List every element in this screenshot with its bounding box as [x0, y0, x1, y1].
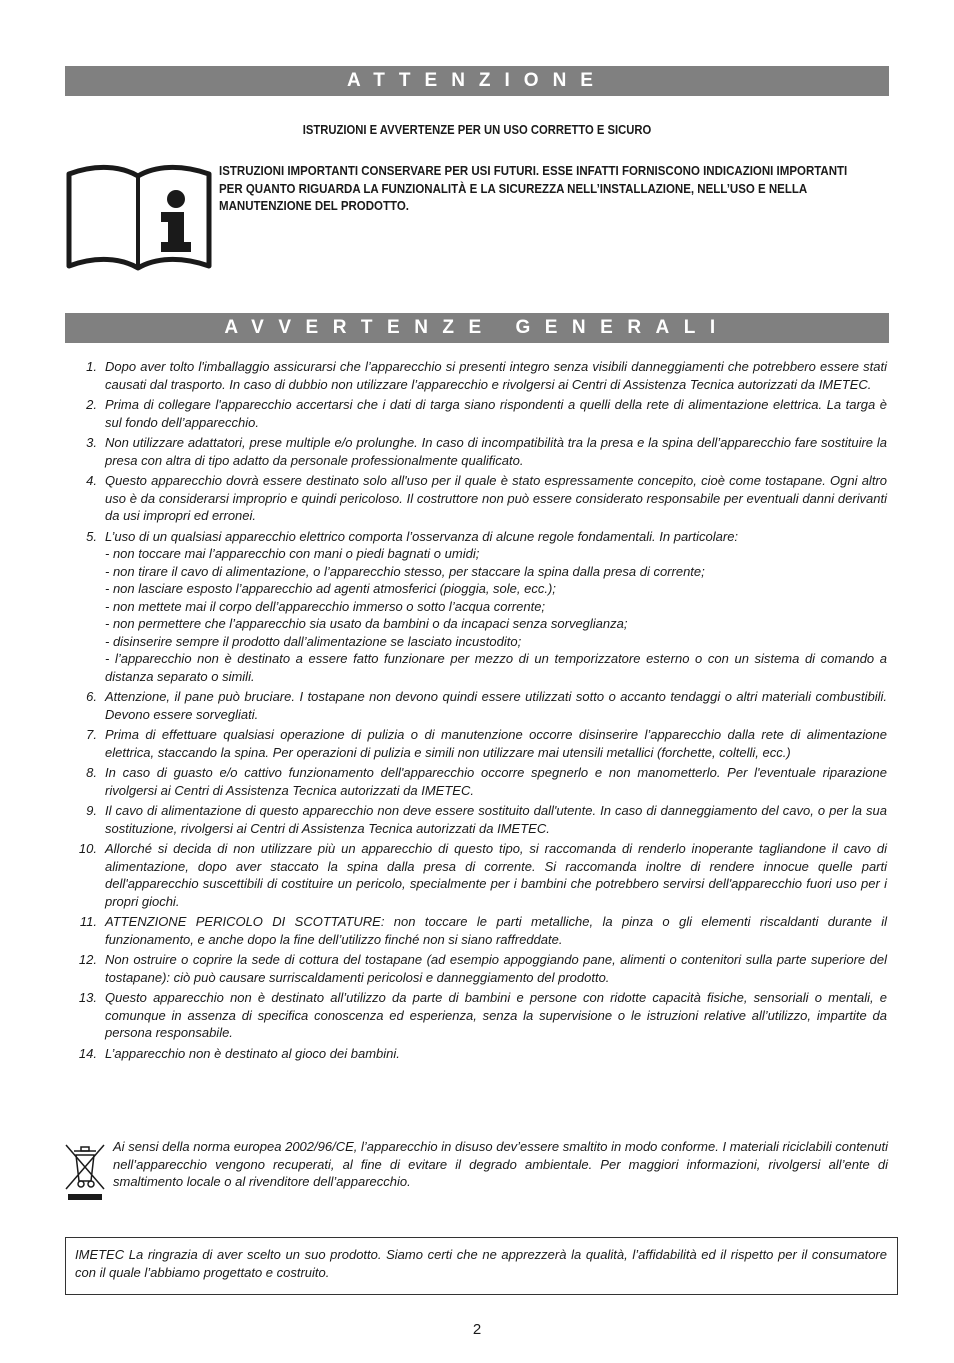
- warning-main-text: L’uso di un qualsiasi apparecchio elettrico comporta l’osservanza di alcune regole fondamentali. In particolare:: [105, 528, 739, 544]
- warning-number: 10.: [78, 841, 97, 856]
- warning-text: [105, 396, 887, 431]
- safety-subtitle: ISTRUZIONI E AVVERTENZE PER UN USO CORRETTO E SICURO: [302, 123, 652, 137]
- warning-number: 5.: [86, 528, 97, 544]
- warning-item: [75, 802, 887, 837]
- warning-main-text: Prima di collegare l'apparecchio accertarsi che i dati di targa siano rispondenti a quelli della rete di alimentazione elettrica. La targa è sul fondo dell’apparecchio.: [105, 397, 887, 430]
- warning-text: [105, 688, 887, 723]
- warning-number: 9.: [86, 803, 97, 818]
- warning-item: [75, 396, 887, 431]
- warning-item: [75, 989, 887, 1042]
- warning-main-text: Dopo aver tolto l'imballaggio assicurarsi che l’apparecchio si presenti integro senza visibili danneggiamenti che potrebbero essere stati causati dal trasporto. In caso di dubbio non utilizzare l’apparecchio e rivolgersi ai Centri di Assistenza Tecnica autorizzati da IMETEC.: [105, 359, 887, 392]
- warning-text: [105, 726, 887, 761]
- warning-number: 6.: [86, 689, 97, 704]
- warning-main-text: Questo apparecchio dovrà essere destinato solo all'uso per il quale è stato espressamente concepito, cioè come tostapane. Ogni altro uso è da considerarsi improprio e quindi pericoloso. Il costruttore non può essere considerato responsabile per eventuali danni derivanti da usi impropri ed erronei.: [105, 473, 887, 523]
- general-warnings-title: AVVERTENZE GENERALI: [224, 317, 730, 338]
- warning-text: [105, 434, 887, 469]
- warning-item: [75, 434, 887, 469]
- warning-main-text: L’apparecchio non è destinato al gioco dei bambini.: [105, 1045, 400, 1061]
- warning-main-text: Il cavo di alimentazione di questo apparecchio non deve essere sostituito dall'utente. In caso di danneggiamento del cavo, o per la sua sostituzione, rivolgersi ai Centri di Assistenza Tecnica autorizzati da IMETEC.: [105, 803, 887, 836]
- warning-number: 1.: [86, 359, 97, 374]
- warning-number: 11.: [79, 914, 97, 929]
- attenzione-title: ATTENZIONE: [347, 70, 607, 91]
- warning-item: [75, 951, 887, 986]
- warning-item: [75, 913, 887, 948]
- warning-text: [105, 951, 887, 986]
- disposal-notice: Ai sensi della norma europea 2002/96/CE, l’apparecchio in disuso dev’essere smaltito in modo conforme. I materiali riciclabili contenuti nell’apparecchio vengono recuperati, al fine di evitare il degrado ambientale. Per maggiori informazioni, rivolgersi all’ente di smaltimento locale o al rivenditore dell’apparecchio.: [113, 1139, 888, 1189]
- warning-number: 3.: [86, 435, 97, 450]
- warning-subitem: - non lasciare esposto l’apparecchio ad agenti atmosferici (pioggia, sole, ecc.);: [105, 581, 556, 596]
- warning-number: 13.: [78, 990, 97, 1005]
- warning-text: [105, 358, 887, 393]
- warning-text: [105, 989, 887, 1042]
- info-book-icon: [66, 160, 212, 272]
- warnings-list: [75, 358, 887, 1065]
- warning-number: 4.: [86, 473, 97, 488]
- warning-subitem: - non mettete mai il corpo dell’apparecchio immerso o sotto l’acqua corrente;: [105, 598, 546, 614]
- warning-item: [75, 358, 887, 393]
- warning-main-text: ATTENZIONE PERICOLO DI SCOTTATURE: non toccare le parti metalliche, la pinza o gli elementi riscaldanti durante il funzionamento, e anche dopo la fine dell’utilizzo finché non si siano raffreddate.: [105, 914, 887, 947]
- warning-text: [105, 802, 887, 837]
- important-instructions: ISTRUZIONI IMPORTANTI CONSERVARE PER USI FUTURI. ESSE INFATTI FORNISCONO INDICAZIONI IMPORTANTI PER QUANTO RIGUARDA LA FUNZIONALITÀ E LA SICUREZZA NELL’INSTALLAZIONE, NELL’USO E NELLA MANUTENZIONE DEL PRODOTTO.: [219, 164, 848, 213]
- warning-item: [75, 528, 887, 686]
- warning-number: 12.: [78, 952, 97, 967]
- warning-main-text: Questo apparecchio non è destinato all’utilizzo da parte di bambini e persone con ridotte capacità fisiche, sensoriali o mentali, e comunque in assenza di specifica conoscenza ed esperienza, senza la supervisione o le istruzioni relative all’utilizzo, impartite da persona responsabile.: [105, 990, 887, 1040]
- warning-subitem: - disinserire sempre il prodotto dall’alimentazione se lasciato incustodito;: [105, 633, 522, 649]
- warning-main-text: Attenzione, il pane può bruciare. I tostapane non devono quindi essere utilizzati sotto o accanto tendaggi o altri materiali combustibili. Devono essere sorvegliati.: [105, 689, 887, 722]
- crossed-bin-icon: [64, 1141, 106, 1201]
- warning-item: [75, 764, 887, 799]
- warning-number: 2.: [86, 397, 97, 412]
- warning-main-text: In caso di guasto e/o cattivo funzionamento dell'apparecchio occorre spegnerlo e non manometterlo. Per l'eventuale riparazione rivolgersi ai Centri di Assistenza Tecnica autorizzati da IMETEC.: [105, 765, 887, 798]
- warning-subitem: - non permettere che l’apparecchio sia usato da bambini o da incapaci senza sorveglianza;: [105, 616, 628, 631]
- warning-text: [105, 764, 887, 799]
- warning-subitem: - l’apparecchio non è destinato a essere fatto funzionare per mezzo di un temporizzatore esterno o con un sistema di comando a distanza separato o simili.: [105, 651, 887, 684]
- warning-number: 8.: [86, 765, 97, 780]
- warning-subitem: - non toccare mai l’apparecchio con mani o piedi bagnati o umidi;: [105, 546, 480, 561]
- page-number: 2: [472, 1321, 482, 1338]
- warning-text: [105, 1045, 887, 1063]
- warning-main-text: Non utilizzare adattatori, prese multiple e/o prolunghe. In caso di incompatibilità tra la presa e la spina dell’apparecchio fare sostituire la presa con altra di tipo adatto da personale professionalmente qualificato.: [105, 435, 887, 468]
- warning-main-text: Non ostruire o coprire la sede di cottura del tostapane (ad esempio appoggiando pane, alimenti o contenitori sulla parte superiore del tostapane): ciò può causare surriscaldamenti pericolosi e danneggiamento del prodotto.: [105, 952, 887, 985]
- warning-item: [75, 472, 887, 525]
- warning-item: [75, 840, 887, 910]
- warning-text: [105, 528, 887, 686]
- warning-item: [75, 1045, 887, 1063]
- warning-text: [105, 472, 887, 525]
- warning-number: 7.: [86, 727, 97, 742]
- warning-item: [75, 688, 887, 723]
- thank-you-box: [65, 1237, 898, 1295]
- thank-you-text: IMETEC La ringrazia di aver scelto un suo prodotto. Siamo certi che ne apprezzerà la qualità, l’affidabilità ed il rispetto per il consumatore con il quale l’abbiamo progettato e costruito.: [75, 1247, 887, 1280]
- general-warnings-header-bar: [65, 313, 889, 343]
- warning-text: [105, 840, 887, 910]
- warning-main-text: Prima di effettuare qualsiasi operazione di pulizia o di manutenzione occorre disinserire l’apparecchio dalla rete di alimentazione elettrica, staccando la spina. Per operazioni di pulizia e simili non utilizzare mai utensili metallici (forchette, coltelli, ecc.): [105, 727, 887, 760]
- warning-item: [75, 726, 887, 761]
- warning-text: [105, 913, 887, 948]
- warning-number: 14.: [78, 1045, 97, 1061]
- attenzione-header-bar: [65, 66, 889, 96]
- warning-main-text: Allorché si decida di non utilizzare più un apparecchio di questo tipo, si raccomanda di renderlo inoperante tagliandone il cavo di alimentazione, dopo aver staccato la spina dalla presa di corrente. Si raccomanda inoltre di rendere innocue quelle parti dell'apparecchio suscettibili di costituire un pericolo, specialmente per i bambini che potrebbero servirsi dell'apparecchio fuori uso per i propri giochi.: [105, 841, 887, 909]
- warning-subitem: - non tirare il cavo di alimentazione, o l’apparecchio stesso, per staccare la spina dalla presa di corrente;: [105, 563, 705, 579]
